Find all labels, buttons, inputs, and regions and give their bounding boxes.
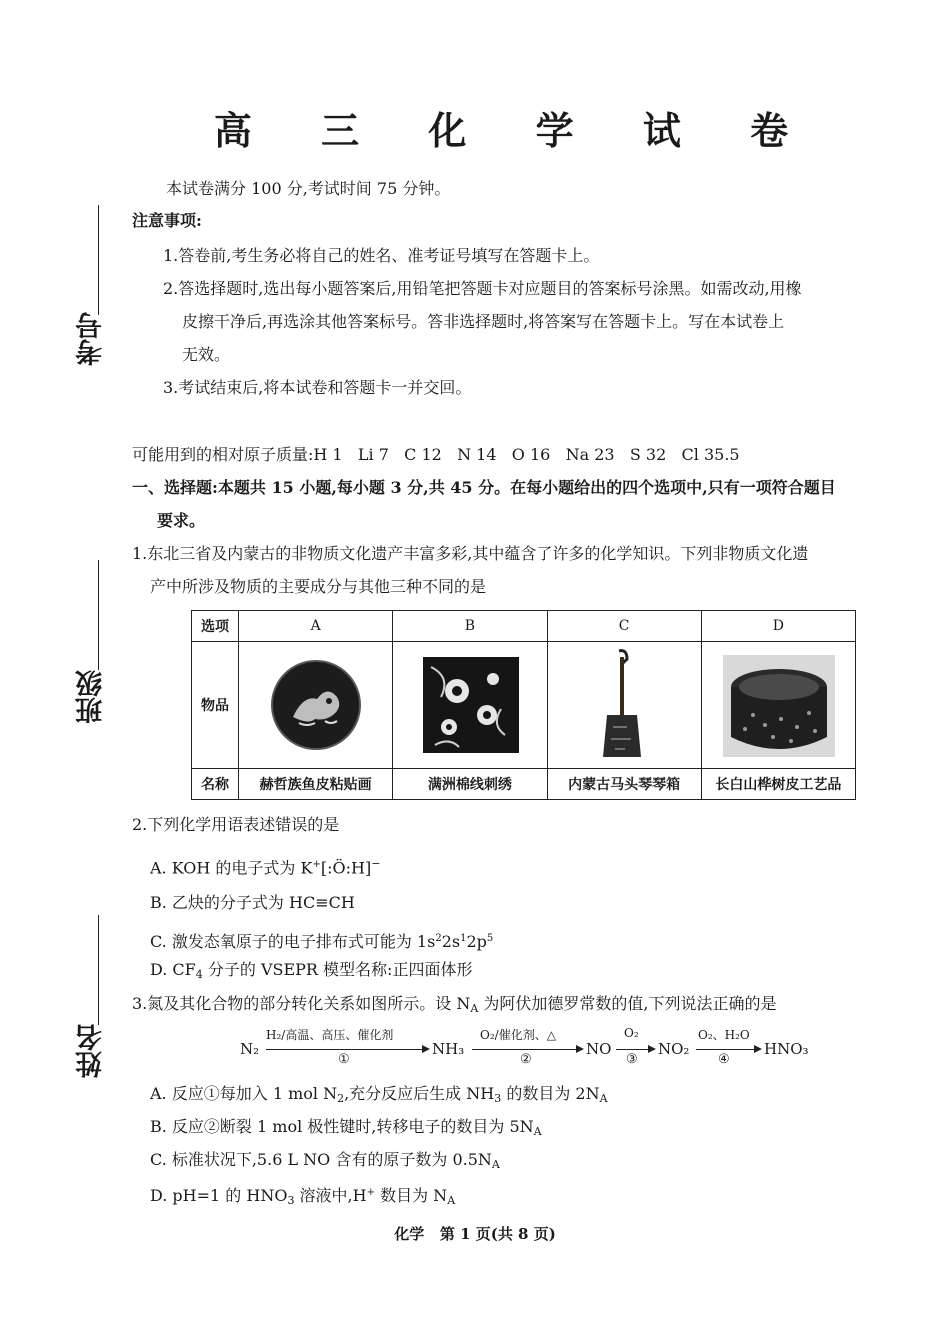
q3-option-d [150,1182,455,1212]
step-label-3: ③ [626,1052,638,1067]
arrow-1 [266,1049,424,1050]
q3-d-sub-2: A [447,1194,456,1207]
q2-stem: 2.下列化学用语表述错误的是 [132,815,340,834]
page-title: 高 三 化 学 试 卷 [213,108,817,153]
option-a-name: 赫哲族鱼皮粘贴画 [239,769,393,800]
q3-a-text-1: A. 反应①每加入 1 mol N [150,1084,338,1103]
section-1-heading: 一、选择题:本题共 15 小题,每小题 3 分,共 45 分。在每小题给出的四个选项中,只有一项符合题目 [132,478,836,497]
reaction-scheme [240,1028,820,1074]
step-label-4: ④ [718,1052,730,1067]
row-label-name: 名称 [192,769,239,800]
row-label-item: 物品 [192,642,239,769]
species-no2: NO₂ [658,1040,690,1058]
q2-option-a-text: A. KOH 的电子式为 K [150,858,313,878]
notice-2-end: 无效。 [182,345,231,364]
q2-option-d-text: D. CF [150,960,196,979]
q2-c-sup-1: 2 [435,933,442,944]
q2-option-d-rest: 分子的 VSEPR 模型名称:正四面体形 [202,960,473,979]
q3-b-sub: A [533,1125,542,1138]
q3-a-text-2: ,充分反应后生成 NH [344,1084,495,1103]
q3-c-sub: A [491,1158,500,1171]
q3-a-sub-2: 3 [494,1092,502,1105]
arrow-2 [472,1049,578,1050]
row-label-option: 选项 [192,611,239,642]
option-b-image [393,642,547,769]
exam-no-label: 考号 [76,312,107,366]
q2-option-b: B. 乙炔的分子式为 HC≡CH [150,893,355,912]
q1-stem-cont: 产中所涉及物质的主要成分与其他三种不同的是 [150,577,487,596]
notice-heading: 注意事项: [132,211,202,230]
q2-c-orbital-2p: 2p [466,932,487,951]
section-1-heading-cont: 要求。 [157,511,206,530]
q1-options-table [191,610,856,800]
intro-text: 本试卷满分 100 分,考试时间 75 分钟。 [166,179,451,198]
species-n2: N₂ [240,1040,260,1058]
q3-option-c [150,1149,500,1176]
q2-option-a: A. KOH 的电子式为 K+[:Ö:H]− [150,857,381,878]
q3-a-sub-3: A [599,1092,608,1105]
q1-stem: 1.东北三省及内蒙古的非物质文化遗产丰富多彩,其中蕴含了许多的化学知识。下列非物质文化遗 [132,544,809,563]
q3-b-text: B. 反应②断裂 1 mol 极性键时,转移电子的数目为 5N [150,1117,534,1136]
condition-1: H₂/高温、高压、催化剂 [266,1028,394,1042]
q2-option-c [150,928,493,953]
q3-d-sup: + [366,1187,375,1198]
species-no: NO [586,1040,612,1058]
q2-option-d [150,959,472,986]
notice-3: 3.考试结束后,将本试卷和答题卡一并交回。 [163,378,472,397]
name-label: 姓名 [76,1024,107,1078]
q3-a-text-3: 的数目为 2N [501,1084,600,1103]
q3-option-b [150,1116,542,1143]
option-c-name: 内蒙古马头琴琴箱 [547,769,701,800]
option-d-header: D [701,611,855,642]
q3-stem-text: 3.氮及其化合物的部分转化关系如图所示。设 N [132,994,471,1013]
atomic-masses: 可能用到的相对原子质量:H 1 Li 7 C 12 N 14 O 16 Na 23 S 32 Cl 35.5 [132,445,740,464]
option-a-header: A [239,611,393,642]
page-footer: 化学 第 1 页(共 8 页) [394,1225,556,1243]
arrow-1-head [422,1045,430,1053]
class-label: 班级 [76,670,107,724]
q2-option-a-charge: − [371,857,381,870]
step-label-1: ① [338,1052,350,1067]
option-d-name: 长白山桦树皮工艺品 [701,769,855,800]
condition-2: O₂/催化剂、△ [480,1028,556,1042]
q3-stem-sub: A [470,1002,479,1015]
arrow-4-head [754,1045,762,1053]
notice-1: 1.答卷前,考生务必将自己的姓名、准考证号填写在答题卡上。 [163,246,600,265]
class-line [98,560,99,670]
option-b-name: 满洲棉线刺绣 [393,769,547,800]
q3-option-a [150,1083,608,1110]
arrow-2-head [576,1045,584,1053]
q2-option-a-formula: [:Ö:H] [320,858,372,878]
notice-2: 2.答选择题时,选出每小题答案后,用铅笔把答题卡对应题目的答案标号涂黑。如需改动,用橡 [163,279,802,298]
arrow-3 [616,1049,650,1050]
q2-c-orbital-2s: 2s [441,932,461,951]
q3-a-sub-1: 2 [337,1092,345,1105]
species-hno3: HNO₃ [764,1040,809,1058]
q2-option-c-text: C. 激发态氧原子的电子排布式可能为 1s [150,932,436,951]
notice-2-cont: 皮擦干净后,再选涂其他答案标号。答非选择题时,将答案写在答题卡上。写在本试卷上 [182,312,785,331]
option-a-image [239,642,393,769]
arrow-4 [696,1049,756,1050]
condition-3: O₂ [624,1026,639,1040]
option-c-header: C [547,611,701,642]
q3-d-text-3: 数目为 N [375,1186,448,1205]
q3-c-text: C. 标准状况下,5.6 L NO 含有的原子数为 0.5N [150,1150,492,1169]
option-d-image [701,642,855,769]
q2-d-sub: 4 [195,968,203,981]
condition-4: O₂、H₂O [698,1028,750,1042]
arrow-3-head [648,1045,656,1053]
q3-d-text-1: D. pH=1 的 HNO [150,1186,288,1205]
q3-stem [132,993,777,1020]
q2-c-sup-2: 1 [460,933,467,944]
q2-c-sup-3: 5 [486,933,494,944]
q3-stem-rest: 为阿伏加德罗常数的值,下列说法正确的是 [478,994,777,1013]
option-c-image [547,642,701,769]
q3-d-sub-1: 3 [287,1194,295,1207]
exam-no-line [98,205,99,315]
option-b-header: B [393,611,547,642]
name-line [98,915,99,1025]
q3-d-text-2: 溶液中,H [294,1186,367,1205]
step-label-2: ② [520,1052,532,1067]
species-nh3: NH₃ [432,1040,465,1058]
